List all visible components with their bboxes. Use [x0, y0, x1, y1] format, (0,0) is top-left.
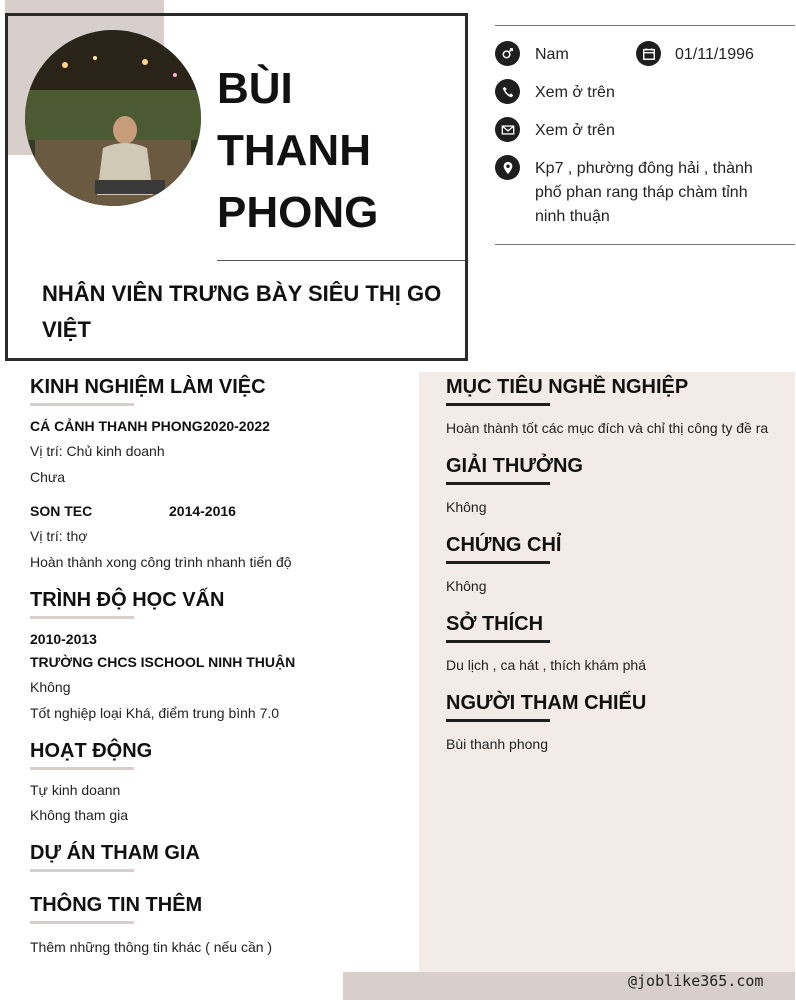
address-value: Kp7 , phường đông hải , thành phố phan rang tháp chàm tỉnh ninh thuận — [535, 160, 753, 225]
activities-underline — [30, 767, 134, 770]
hobbies-heading: SỞ THÍCH — [446, 613, 544, 635]
experience-heading: KINH NGHIỆM LÀM VIỆC — [30, 376, 266, 398]
education-underline — [30, 616, 134, 619]
additional-info-underline — [30, 921, 134, 924]
certificates-underline — [446, 561, 550, 564]
name-divider — [217, 260, 465, 261]
objective-text: Hoàn thành tốt các mục đích và chỉ thị công ty đề ra — [446, 420, 769, 436]
experience-2-description: Hoàn thành xong công trình nhanh tiến độ — [30, 554, 292, 570]
projects-heading: DỰ ÁN THAM GIA — [30, 842, 200, 864]
calendar-icon — [636, 41, 661, 66]
additional-info-heading: THÔNG TIN THÊM — [30, 894, 203, 916]
candidate-name — [217, 58, 457, 244]
education-result: Tốt nghiệp loại Khá, điểm trung bình 7.0 — [30, 705, 280, 721]
experience-1-description: Chưa — [30, 469, 66, 485]
contact-bottom-divider — [495, 244, 795, 245]
phone-value: Xem ở trên — [535, 84, 615, 101]
activities-heading: HOẠT ĐỘNG — [30, 740, 153, 762]
avatar — [25, 30, 201, 206]
projects-underline — [30, 869, 134, 872]
name-line-1: BÙI — [217, 64, 293, 113]
job-title: NHÂN VIÊN TRƯNG BÀY SIÊU THỊ GO VIỆT — [42, 281, 442, 342]
name-line-3: PHONG — [217, 188, 379, 237]
experience-1-period: 2020-2022 — [203, 418, 270, 434]
awards-text: Không — [446, 499, 487, 515]
gender-value: Nam — [535, 46, 569, 63]
gender-icon — [495, 41, 520, 66]
awards-underline — [446, 482, 550, 485]
mail-icon — [495, 117, 520, 142]
name-line-2: THANH — [217, 126, 371, 175]
references-heading: NGƯỜI THAM CHIẾU — [446, 692, 647, 714]
avatar-photo — [25, 30, 201, 206]
activity-line-2: Không tham gia — [30, 807, 129, 823]
experience-1-company: CÁ CẢNH THANH PHONG — [30, 418, 203, 434]
hobbies-underline — [446, 640, 550, 643]
education-period: 2010-2013 — [30, 631, 97, 647]
watermark: @joblike365.com — [628, 972, 764, 990]
objective-underline — [446, 403, 550, 406]
certificates-heading: CHỨNG CHỈ — [446, 534, 562, 556]
email-value: Xem ở trên — [535, 122, 615, 139]
hobbies-text: Du lịch , ca hát , thích khám phá — [446, 657, 646, 673]
experience-2-position: Vị trí: thợ — [30, 528, 88, 544]
contact-top-divider — [495, 25, 795, 26]
birthday-value: 01/11/1996 — [675, 46, 754, 63]
additional-info-text: Thêm những thông tin khác ( nếu cần ) — [30, 939, 273, 955]
activity-line-1: Tự kinh doann — [30, 782, 121, 798]
certificates-text: Không — [446, 578, 487, 594]
experience-underline — [30, 403, 134, 406]
experience-2-company: SON TEC — [30, 503, 93, 519]
education-heading: TRÌNH ĐỘ HỌC VẤN — [30, 589, 225, 611]
awards-heading: GIẢI THƯỞNG — [446, 455, 583, 477]
references-underline — [446, 719, 550, 722]
education-school: TRƯỜNG CHCS ISCHOOL NINH THUẬN — [30, 654, 296, 670]
phone-icon — [495, 79, 520, 104]
experience-1-position: Vị trí: Chủ kinh doanh — [30, 443, 165, 459]
education-major: Không — [30, 679, 71, 695]
objective-heading: MỤC TIÊU NGHỀ NGHIỆP — [446, 376, 689, 398]
experience-2-period: 2014-2016 — [169, 503, 236, 519]
location-icon — [495, 155, 520, 180]
references-text: Bùi thanh phong — [446, 736, 548, 752]
